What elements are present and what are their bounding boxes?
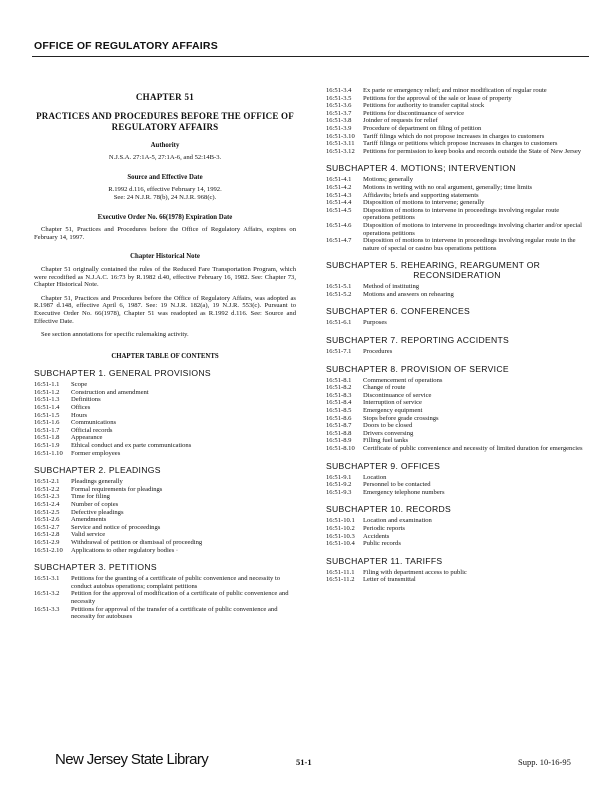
section-title: Official records	[71, 426, 113, 434]
toc-entry	[34, 486, 296, 494]
section-title: Pleadings generally	[71, 478, 123, 486]
section-number: 16:51-4.1	[326, 176, 352, 184]
toc-entry	[326, 569, 588, 577]
subchapter-heading	[326, 556, 588, 566]
subchapter-heading-text: SUBCHAPTER 3. PETITIONS	[34, 562, 157, 573]
toc-entry	[34, 524, 296, 532]
section-title: Valid service	[71, 531, 106, 539]
section-title: Applications to other regulatory bodies ·	[71, 546, 179, 554]
section-number: 16:51-1.3	[34, 396, 60, 404]
section-number: 16:51-3.1	[34, 575, 60, 583]
toc-entry	[326, 176, 588, 184]
subchapter-heading-text: SUBCHAPTER 4. MOTIONS; INTERVENTION	[326, 163, 516, 174]
toc-entry	[326, 95, 588, 103]
toc-entry	[34, 450, 296, 458]
toc-entry	[326, 192, 588, 200]
section-number: 16:51-9.2	[326, 481, 352, 489]
source-heading: Source and Effective Date	[127, 173, 203, 181]
toc-entry	[326, 415, 588, 423]
section-number: 16:51-8.5	[326, 407, 352, 415]
section-title: Filling fuel tanks	[363, 437, 409, 445]
section-title: Tariff filings which do not propose increases in charges to customers	[363, 132, 545, 140]
authority-text: N.J.S.A. 27:1A-5, 27:1A-6, and 52:14B-3.	[108, 154, 222, 162]
subchapter-heading	[326, 163, 588, 173]
toc-entry	[34, 501, 296, 509]
toc-entry	[34, 539, 296, 547]
section-title: Accidents	[363, 532, 390, 540]
subchapter-heading-text: SUBCHAPTER 5. REHEARING, REARGUMENT OR	[326, 260, 541, 271]
supplement-date: Supp. 10-16-95	[518, 757, 571, 767]
section-number: 16:51-1.1	[34, 381, 60, 389]
history-para-2: Chapter 51, Practices and Procedures before the Office of Regulatory Affairs, was adopted as R.1987 d.148, effective April 6, 1987. See: 19 N.J.R. 182(a), 19 N.J.R. 553(c). Pursuant to Executive Order No. 66(1978), Chapter 51 was readopted as R.1992 d.116. See: Source and Effective Date.	[34, 294, 296, 325]
toc-entry	[34, 412, 296, 420]
toc-entry	[326, 399, 588, 407]
subchapter-heading	[34, 465, 296, 475]
section-title: Petitions for the approval of the sale or lease of property	[363, 94, 512, 102]
section-title: Certificate of public convenience and necessity of limited duration for emergencies	[363, 445, 583, 452]
section-title: Ethical conduct and ex parte communications	[71, 442, 192, 450]
section-number: 16:51-3.2	[34, 590, 60, 598]
subchapter-heading-text: SUBCHAPTER 7. REPORTING ACCIDENTS	[326, 335, 510, 346]
section-title: Construction and amendment	[71, 388, 149, 396]
section-title: Discontinuance of service	[363, 391, 432, 399]
section-title: Personnel to be contacted	[363, 481, 431, 489]
toc-entry	[326, 125, 588, 133]
section-number: 16:51-1.4	[34, 404, 60, 412]
section-number: 16:51-9.3	[326, 488, 352, 496]
section-number: 16:51-1.10	[34, 449, 63, 457]
section-number: 16:51-3.7	[326, 109, 352, 117]
section-number: 16:51-2.2	[34, 485, 60, 493]
right-top-items	[326, 87, 588, 155]
section-number: 16:51-4.6	[326, 221, 352, 229]
section-title: Drivers conversing	[363, 429, 414, 437]
section-number: 16:51-8.3	[326, 391, 352, 399]
section-title: Motions in writing with no oral argument, generally; time limits	[363, 183, 533, 191]
toc-entry	[326, 184, 588, 192]
subchapter-heading	[326, 260, 588, 280]
toc-entry	[34, 434, 296, 442]
section-number: 16:51-2.5	[34, 508, 60, 516]
section-title: Emergency equipment	[363, 407, 423, 415]
toc-entry	[34, 419, 296, 427]
toc-entry	[326, 576, 588, 584]
section-title: Petitions for discontinuance of service	[363, 109, 465, 117]
section-title: Petitions for the granting of a certificate of public convenience and necessity to conduct autobus operations; complaint petitions	[71, 575, 281, 590]
subchapter-heading	[326, 335, 588, 345]
section-title: Periodic reports	[363, 524, 405, 532]
section-number: 16:51-3.4	[326, 87, 352, 94]
section-title: Change of route	[363, 384, 406, 392]
section-title: Disposition of motions to intervene in proceedings involving regular route operations petitions	[363, 206, 560, 222]
library-logo: New Jersey State Library	[55, 751, 209, 768]
toc-entry	[34, 590, 296, 605]
running-header: OFFICE OF REGULATORY AFFAIRS	[34, 40, 218, 52]
section-title: Procedures	[363, 348, 393, 356]
subchapter-heading	[326, 504, 588, 514]
section-number: 16:51-3.3	[34, 605, 60, 613]
toc-entry	[326, 133, 588, 141]
toc-entry	[34, 404, 296, 412]
section-title: Appearance	[71, 434, 103, 442]
toc-entry	[326, 319, 588, 327]
section-title: Number of copies	[71, 501, 119, 508]
section-number: 16:51-4.2	[326, 183, 352, 191]
toc-entry	[326, 87, 588, 95]
section-title: Definitions	[71, 396, 101, 404]
section-title: Stops before grade crossings	[363, 414, 439, 422]
subchapter-heading-text-cont: RECONSIDERATION	[413, 270, 501, 281]
section-number: 16:51-8.9	[326, 437, 352, 445]
toc-entry	[326, 110, 588, 118]
section-number: 16:51-8.6	[326, 414, 352, 422]
section-number: 16:51-1.5	[34, 411, 60, 419]
toc-entry	[326, 237, 588, 252]
section-number: 16:51-1.8	[34, 434, 60, 442]
section-number: 16:51-3.8	[326, 117, 352, 125]
left-subchapters	[34, 368, 296, 620]
section-number: 16:51-1.7	[34, 426, 60, 434]
toc-entry	[326, 540, 588, 548]
section-title: Former employees	[71, 449, 121, 457]
section-title: Emergency telephone numbers	[363, 488, 445, 496]
section-number: 16:51-8.7	[326, 422, 352, 430]
section-title: Withdrawal of petition or dismissal of proceeding	[71, 538, 203, 546]
history-para-3: See section annotations for specific rulemaking activity.	[41, 331, 189, 339]
section-number: 16:51-2.3	[34, 493, 60, 501]
toc-entry	[34, 516, 296, 524]
section-number: 16:51-2.10	[34, 546, 63, 554]
section-number: 16:51-10.3	[326, 532, 355, 540]
section-title: Petition for the approval of modification of a certificate of public convenience and necessity	[71, 590, 289, 605]
source-line-2: See: 24 N.J.R. 78(b), 24 N.J.R. 968(c).	[113, 193, 217, 201]
section-number: 16:51-8.10	[326, 445, 355, 452]
toc-entry	[34, 381, 296, 389]
section-title: Time for filing	[71, 493, 110, 501]
section-number: 16:51-3.10	[326, 132, 355, 140]
section-title: Amendments	[71, 516, 107, 524]
page-number: 51-1	[296, 757, 312, 767]
header-rule	[32, 56, 589, 57]
toc-entry	[34, 547, 296, 555]
right-column	[326, 87, 588, 584]
toc-entry	[326, 533, 588, 541]
section-title: Communications	[71, 419, 117, 427]
section-title: Location	[363, 473, 387, 481]
toc-entry	[326, 437, 588, 445]
toc-entry	[34, 478, 296, 486]
section-number: 16:51-2.8	[34, 531, 60, 539]
section-number: 16:51-8.4	[326, 399, 352, 407]
chapter-title: PRACTICES AND PROCEDURES BEFORE THE OFFICE OF REGULATORY AFFAIRS	[36, 110, 294, 132]
subchapter-heading-text: SUBCHAPTER 6. CONFERENCES	[326, 306, 471, 317]
toc-entry	[34, 389, 296, 397]
section-number: 16:51-8.2	[326, 384, 352, 392]
section-title: Filing with department access to public	[363, 568, 467, 576]
section-title: Petitions for permission to keep books and records outside the State of New Jersey	[363, 147, 582, 155]
toc-entry	[326, 348, 588, 356]
section-title: Offices	[71, 404, 91, 412]
section-title: Interruption of service	[363, 399, 422, 407]
section-number: 16:51-11.1	[326, 568, 355, 576]
expiration-heading: Executive Order No. 66(1978) Expiration Date	[97, 213, 233, 221]
subchapter-heading-text: SUBCHAPTER 8. PROVISION OF SERVICE	[326, 363, 509, 374]
section-title: Public records	[363, 540, 401, 548]
section-number: 16:51-10.4	[326, 540, 355, 548]
toc-entry	[34, 606, 296, 621]
section-title: Tariff filings or petitions which propose increases in charges to customers	[363, 140, 558, 148]
toc-entry	[34, 509, 296, 517]
section-number: 16:51-1.6	[34, 419, 60, 427]
subchapter-heading	[326, 461, 588, 471]
toc-entry	[326, 517, 588, 525]
toc-entry	[326, 445, 588, 453]
section-number: 16:51-2.4	[34, 501, 60, 508]
section-number: 16:51-2.7	[34, 523, 60, 531]
section-title: Hours	[71, 411, 88, 419]
authority-heading: Authority	[150, 141, 180, 149]
toc-entry	[34, 531, 296, 539]
history-heading: Chapter Historical Note	[130, 253, 200, 261]
toc-entry	[34, 427, 296, 435]
section-title: Joinder of requests for relief	[363, 117, 438, 125]
section-title: Method of instituting	[363, 283, 420, 291]
section-number: 16:51-3.6	[326, 102, 352, 110]
subchapter-heading-text: SUBCHAPTER 11. TARIFFS	[326, 555, 443, 566]
section-number: 16:51-4.5	[326, 206, 352, 214]
section-title: Ex parte or emergency relief; and minor modification of regular route	[363, 87, 547, 94]
toc-entry	[326, 430, 588, 438]
toc-entry	[326, 291, 588, 299]
toc-entry	[326, 207, 588, 222]
section-title: Disposition of motions to intervene in proceedings involving regular route in the nature of special or casino bus operations petitions	[363, 237, 576, 252]
toc-entry	[326, 422, 588, 430]
toc-entry	[326, 377, 588, 385]
toc-entry	[34, 493, 296, 501]
subchapter-heading-text: SUBCHAPTER 9. OFFICES	[326, 460, 441, 471]
section-title: Service and notice of proceedings	[71, 523, 161, 531]
toc-entry	[326, 474, 588, 482]
toc-entry	[326, 222, 588, 237]
section-number: 16:51-10.2	[326, 524, 355, 532]
section-number: 16:51-4.7	[326, 237, 352, 245]
section-number: 16:51-3.11	[326, 140, 355, 148]
right-subchapters	[326, 163, 588, 584]
subchapter-heading-text: SUBCHAPTER 2. PLEADINGS	[34, 465, 161, 476]
history-para-1: Chapter 51 originally contained the rules of the Reduced Fare Transportation Program, which were recodified as N.J.A.C. 16:73 by R.1982 d.40, effective February 16, 1982. See: Chapter 73, Chapter Historical Note.	[34, 265, 296, 289]
section-title: Disposition of motions to intervene; generally	[363, 199, 485, 207]
section-title: Defective pleadings	[71, 508, 124, 516]
subchapter-heading	[34, 562, 296, 572]
toc-entry	[326, 283, 588, 291]
section-number: 16:51-5.1	[326, 283, 352, 291]
toc-entry	[326, 489, 588, 497]
section-number: 16:51-2.6	[34, 516, 60, 524]
section-number: 16:51-9.1	[326, 473, 352, 481]
section-number: 16:51-6.1	[326, 319, 352, 327]
section-title: Doors to be closed	[363, 422, 413, 430]
toc-entry	[326, 481, 588, 489]
left-column	[34, 84, 296, 621]
toc-entry	[326, 392, 588, 400]
section-number: 16:51-4.4	[326, 199, 352, 207]
section-title: Commencement of operations	[363, 376, 443, 384]
toc-entry	[326, 140, 588, 148]
section-title: Disposition of motions to intervene in proceedings involving charter and/or special operations petitions	[363, 221, 583, 237]
toc-entry	[326, 148, 588, 156]
section-number: 16:51-8.8	[326, 429, 352, 437]
section-title: Location and examination	[363, 517, 432, 525]
section-number: 16:51-8.1	[326, 376, 352, 384]
section-title: Purposes	[363, 319, 387, 327]
section-number: 16:51-5.2	[326, 290, 352, 298]
section-number: 16:51-1.9	[34, 442, 60, 450]
section-title: Procedure of department on filing of petition	[363, 124, 482, 132]
subchapter-heading	[326, 364, 588, 374]
section-title: Motions and answers on rehearing	[363, 290, 454, 298]
toc-entry	[326, 102, 588, 110]
section-title: Letter of transmittal	[363, 576, 416, 584]
section-title: Petitions for approval of the transfer of a certificate of public convenience and necessity for autobuses	[71, 605, 278, 621]
section-title: Scope	[71, 381, 88, 389]
section-number: 16:51-11.2	[326, 576, 355, 584]
toc-entry	[326, 117, 588, 125]
section-number: 16:51-3.5	[326, 94, 352, 102]
subchapter-heading	[326, 306, 588, 316]
toc-entry	[326, 407, 588, 415]
section-number: 16:51-7.1	[326, 348, 352, 356]
expiration-text: Chapter 51, Practices and Procedures before the Office of Regulatory Affairs, expires on February 14, 1997.	[34, 226, 296, 241]
toc-entry	[34, 442, 296, 450]
section-title: Motions; generally	[363, 176, 413, 184]
section-title: Formal requirements for pleadings	[71, 485, 163, 493]
section-number: 16:51-3.9	[326, 124, 352, 132]
source-line-1: R.1992 d.116, effective February 14, 1992.	[108, 186, 222, 194]
subchapter-heading-text: SUBCHAPTER 1. GENERAL PROVISIONS	[34, 368, 211, 379]
section-title: Petitions for authority to transfer capital stock	[363, 102, 485, 110]
section-title: Affidavits; briefs and supporting statements	[363, 191, 479, 199]
section-number: 16:51-1.2	[34, 388, 60, 396]
toc-entry	[34, 396, 296, 404]
section-number: 16:51-4.3	[326, 191, 352, 199]
toc-entry	[326, 384, 588, 392]
toc-entry	[34, 575, 296, 590]
section-number: 16:51-3.12	[326, 147, 355, 155]
toc-title: CHAPTER TABLE OF CONTENTS	[111, 352, 219, 360]
section-number: 16:51-2.9	[34, 538, 60, 546]
subchapter-heading	[34, 368, 296, 378]
subchapter-heading-text: SUBCHAPTER 10. RECORDS	[326, 504, 452, 515]
toc-entry	[326, 199, 588, 207]
section-number: 16:51-10.1	[326, 517, 355, 525]
toc-entry	[326, 525, 588, 533]
section-number: 16:51-2.1	[34, 478, 60, 486]
chapter-number: CHAPTER 51	[135, 92, 195, 102]
